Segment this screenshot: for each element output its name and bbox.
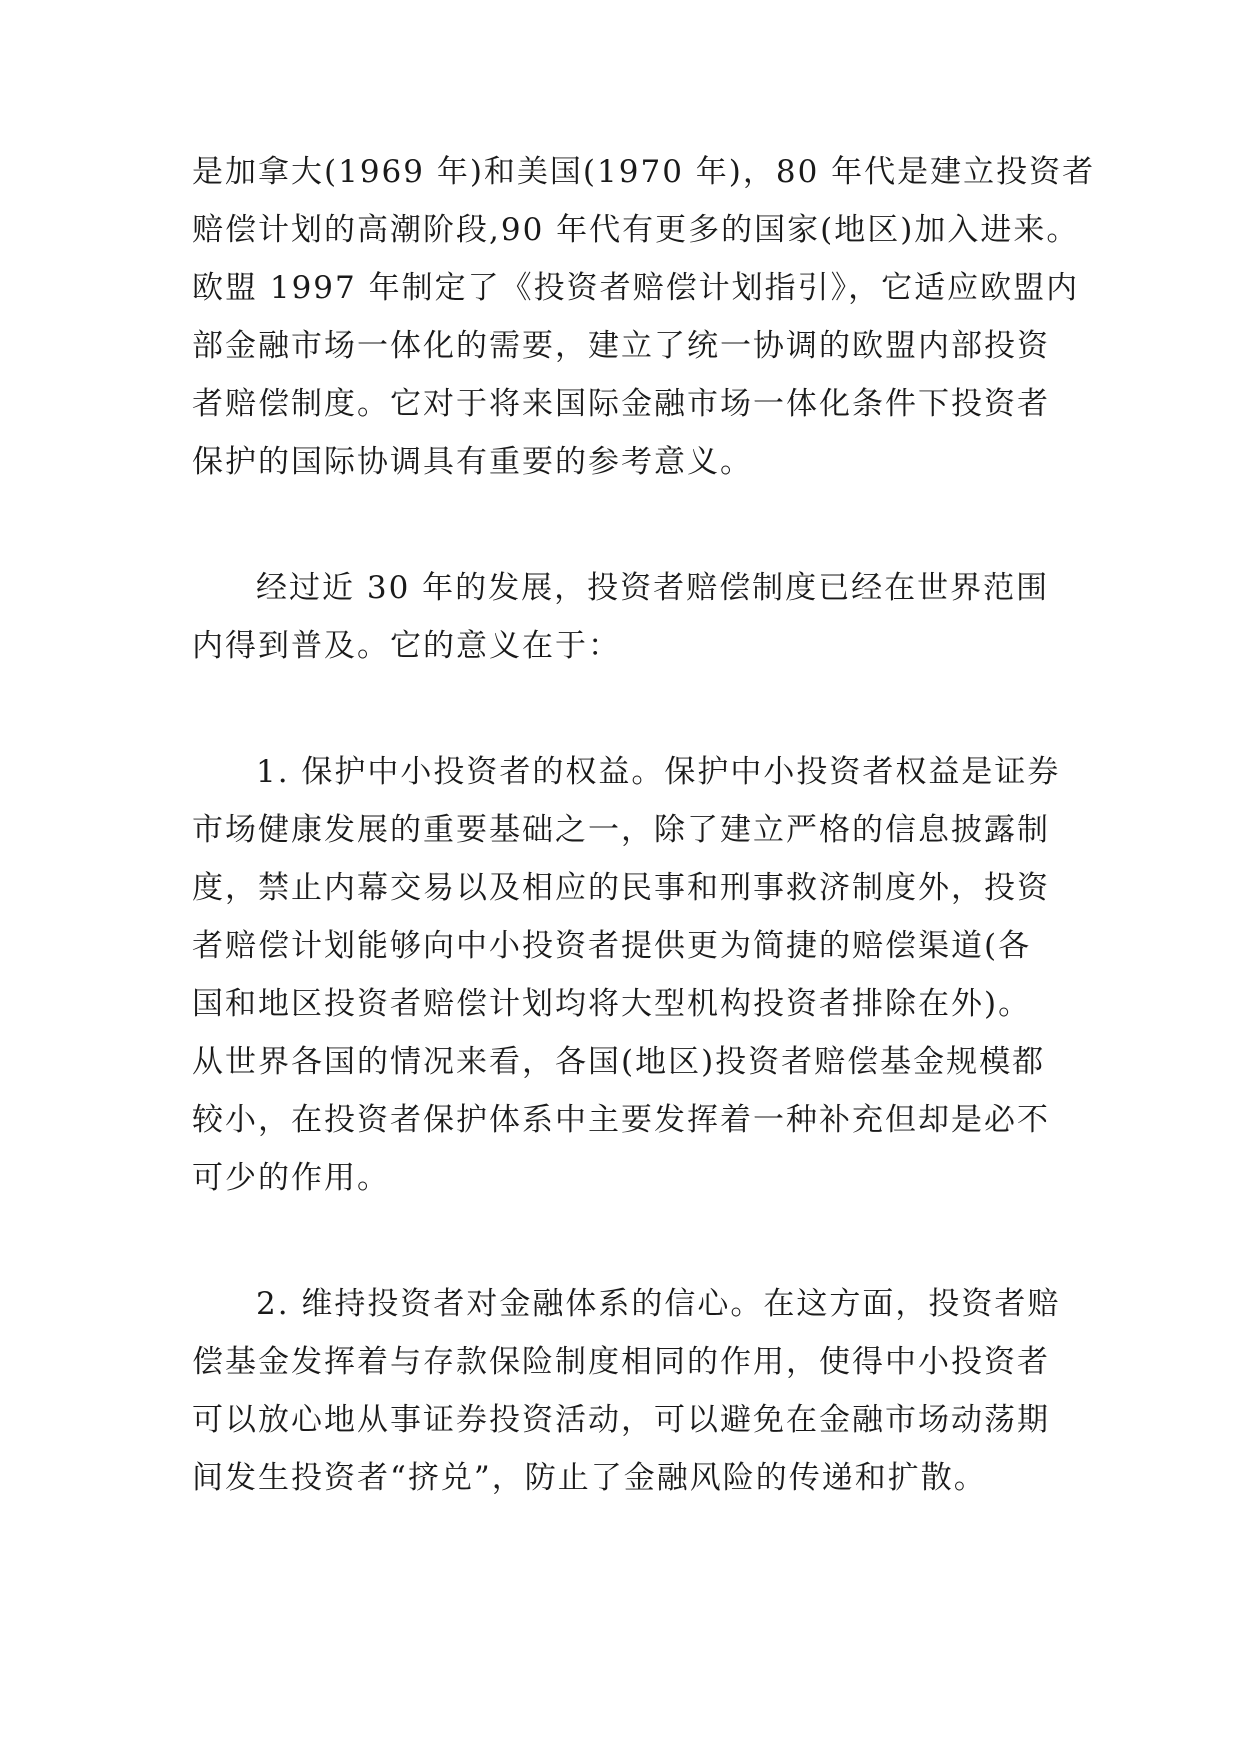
paragraph-1-line-4: 部金融市场一体化的需要，建立了统一协调的欧盟内部投资 bbox=[192, 328, 1050, 364]
paragraph-3-line-8: 可少的作用。 bbox=[192, 1160, 390, 1196]
paragraph-1-line-6: 保护的国际协调具有重要的参考意义。 bbox=[192, 444, 753, 480]
paragraph-3-line-1: 1. 保护中小投资者的权益。保护中小投资者权益是证券 bbox=[256, 754, 1061, 790]
paragraph-3-line-2: 市场健康发展的重要基础之一，除了建立严格的信息披露制 bbox=[192, 812, 1050, 848]
paragraph-3-line-4: 者赔偿计划能够向中小投资者提供更为简捷的赔偿渠道(各 bbox=[192, 928, 1032, 964]
paragraph-1-line-5: 者赔偿制度。它对于将来国际金融市场一体化条件下投资者 bbox=[192, 386, 1050, 422]
paragraph-3-line-6: 从世界各国的情况来看，各国(地区)投资者赔偿基金规模都 bbox=[192, 1044, 1046, 1080]
paragraph-3-line-5: 国和地区投资者赔偿计划均将大型机构投资者排除在外)。 bbox=[192, 986, 1032, 1022]
paragraph-3-line-7: 较小，在投资者保护体系中主要发挥着一种补充但却是必不 bbox=[192, 1102, 1050, 1138]
paragraph-4-line-3: 可以放心地从事证券投资活动，可以避免在金融市场动荡期 bbox=[192, 1402, 1050, 1438]
paragraph-1-line-3: 欧盟 1997 年制定了《投资者赔偿计划指引》，它适应欧盟内 bbox=[192, 270, 1080, 306]
paragraph-2-line-1: 经过近 30 年的发展，投资者赔偿制度已经在世界范围 bbox=[256, 570, 1050, 606]
paragraph-2-line-2: 内得到普及。它的意义在于： bbox=[192, 628, 621, 664]
paragraph-4-line-2: 偿基金发挥着与存款保险制度相同的作用，使得中小投资者 bbox=[192, 1344, 1050, 1380]
paragraph-3-line-3: 度，禁止内幕交易以及相应的民事和刑事救济制度外，投资 bbox=[192, 870, 1050, 906]
paragraph-1-line-2: 赔偿计划的高潮阶段,90 年代有更多的国家(地区)加入进来。 bbox=[192, 212, 1080, 248]
paragraph-1-line-1: 是加拿大(1969 年)和美国(1970 年)，80 年代是建立投资者 bbox=[192, 154, 1096, 190]
paragraph-4-line-1: 2. 维持投资者对金融体系的信心。在这方面，投资者赔 bbox=[256, 1286, 1061, 1322]
paragraph-4-line-4: 间发生投资者“挤兑”，防止了金融风险的传递和扩散。 bbox=[192, 1460, 987, 1496]
